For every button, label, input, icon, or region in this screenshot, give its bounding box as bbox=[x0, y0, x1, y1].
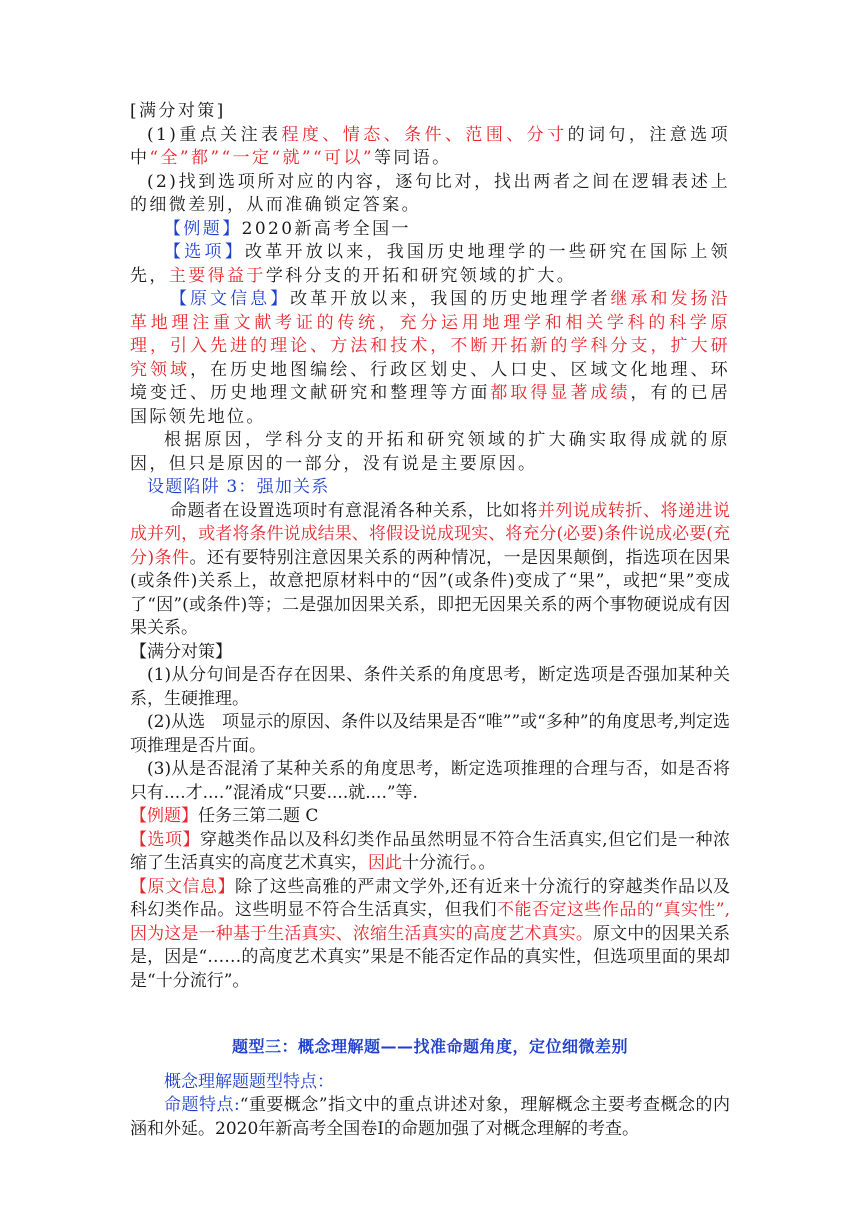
conclusion-paragraph-1: 根据原因，学科分支的开拓和研究领域的扩大确实取得成就的原因，但只是原因的一部分，没有说是主要原因。 bbox=[130, 430, 730, 474]
trap-title: 设题陷阱 3：强加关系 bbox=[147, 477, 330, 497]
strategy-item-1: (1)重点关注表程度、情态、条件、范围、分寸的词句，注意选项中“全”都”“一定“就”“可以”等同语。 bbox=[130, 124, 730, 168]
concept-feature-paragraph: 命题特点:“重要概念”指文中的重点讲述对象，理解概念主要考查概念的内涵和外延。2020年新高考全国卷Ⅰ的命题加强了对概念理解的考查。 bbox=[130, 1095, 730, 1139]
strategy-heading-2: 【满分对策】 bbox=[130, 641, 232, 662]
concept-subheading: 概念理解题题型特点： bbox=[164, 1071, 334, 1092]
strategy-item-2: (2)找到选项所对应的内容，逐句比对，找出两者之间在逻辑表述上 的细微差别，从而准确锁定答案。 bbox=[130, 171, 750, 215]
strategy2-item-1: (1)从分句间是否存在因果、条件关系的角度思考，断定选项是否强加某种关系，生硬推理。 bbox=[130, 665, 730, 709]
example-line-2: 【例题】任务三第二题 C bbox=[130, 806, 319, 826]
option-paragraph-2: 【选项】穿越类作品以及科幻类作品虽然明显不符合生活真实,但它们是一种浓缩了生活真实的高度艺术真实，因此十分流行。。 bbox=[130, 829, 730, 873]
strategy2-item-3: (3)从是否混淆了某种关系的角度思考，断定选项推理的合理与否，如是否将只有....才....”混淆成“只要....就....”等. bbox=[130, 759, 730, 803]
option-paragraph-1: 【选项】改革开放以来，我国历史地理学的一些研究在国际上领先，主要得益于学科分支的开拓和研究领域的扩大。 bbox=[130, 242, 730, 286]
strategy2-item-2: (2)从选 项显示的原因、条件以及结果是否“唯””或“多种”的角度思考,判定选项推理是否片面。 bbox=[130, 712, 730, 756]
example-line-1: 【例题】2020新高考全国一 bbox=[164, 218, 411, 239]
document-page bbox=[130, 100, 750, 1141]
strategy-heading-1: [满分对策] bbox=[130, 101, 226, 121]
original-info-paragraph-1: 【原文信息】改革开放以来，我国的历史地理学者继承和发扬沿革地理注重文献考证的传统，充分运用地理学和相关学科的科学原理，引入先进的理论、方法和技术，不断开拓新的学科分支，扩大研究领域，在历史地图编绘、行政区划史、人口史、区域文化地理、环境变迁、历史地理文献研究和整理等方面都取得显著成绩，有的已居国际领先地位。 bbox=[130, 289, 731, 427]
trap-description: 命题者在设置选项时有意混淆各种关系，比如将并列说成转折、将递进说成并列，或者将条件说成结果、将假设说成现实、将充分(必要)条件说成必要(充分)条件。还有要特别注意因果关系的两种情况，一是因果颠倒，指选项在因果(或条件)关系上，故意把原材料中的“因”(或条件)变成了“果”，或把“果”变成了“因”(或条件)等；二是强加因果关系，即把无因果关系的两个事物硬说成有因果关系。 bbox=[130, 500, 731, 638]
section-heading-concept: 题型三：概念理解题——找准命题角度，定位细微差别 bbox=[231, 1037, 628, 1056]
original-info-paragraph-2: 【原文信息】除了这些高雅的严肃文学外,还有近来十分流行的穿越类作品以及科幻类作品。这些明显不符合生活真实，但我们不能否定这些作品的“真实性”,因为这是一种基于生活真实、浓缩生活真实的高度艺术真实。原文中的因果关系是，因是“……的高度艺术真实”果是不能否定作品的真实性，但选项里面的果却是“十分流行”。 bbox=[130, 876, 731, 991]
